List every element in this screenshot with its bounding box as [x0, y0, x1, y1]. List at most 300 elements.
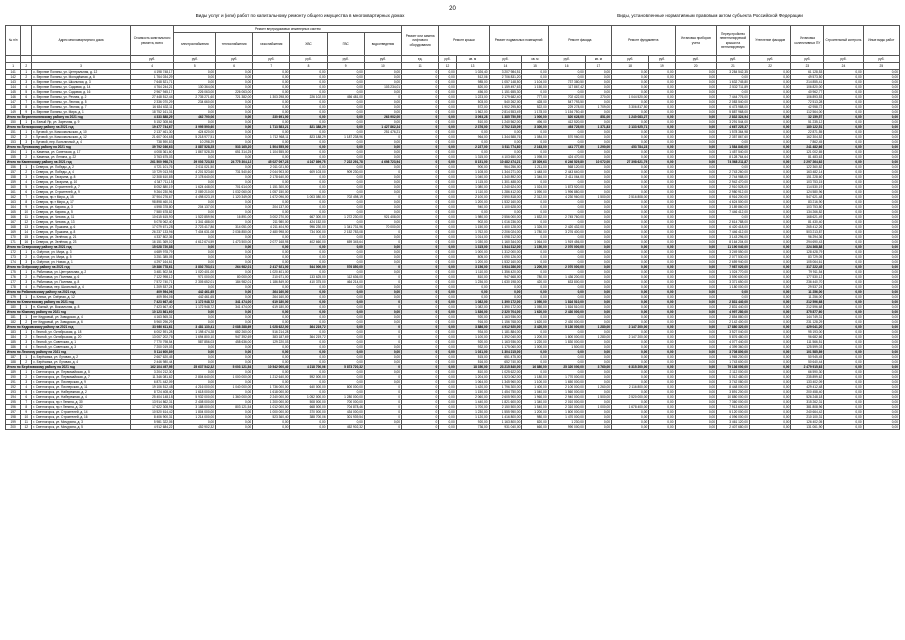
value-cell: 0,00: [548, 140, 585, 145]
value-cell: 0,00: [612, 345, 649, 350]
row-sub-number: 2: [21, 255, 32, 260]
value-cell: 0,00: [824, 75, 863, 80]
value-cell: 0,00: [253, 105, 290, 110]
value-cell: 0: [402, 225, 439, 230]
value-cell: 1 200 000,00: [253, 400, 290, 405]
value-cell: 0: [364, 95, 401, 100]
value-cell: 1 260,00: [585, 385, 611, 390]
value-cell: 1 064,00: [456, 380, 489, 385]
row-sub-number: 1: [21, 330, 32, 335]
value-cell: 0,00: [649, 95, 675, 100]
row-sub-number: 16: [21, 240, 32, 245]
value-cell: 0: [402, 75, 439, 80]
value-cell: 0,00: [253, 120, 290, 125]
value-cell: 25 637 542,32: [174, 365, 216, 370]
value-cell: 0,00: [585, 175, 611, 180]
value-cell: 0,00: [824, 340, 863, 345]
value-cell: 0,00: [863, 330, 899, 335]
value-cell: 1 448,00: [522, 170, 548, 175]
value-cell: 0,00: [522, 220, 548, 225]
value-cell: 0,00: [824, 190, 863, 195]
value-cell: 0,00: [612, 390, 649, 395]
value-cell: 0,00: [749, 425, 791, 430]
value-cell: 0,00: [649, 400, 675, 405]
value-cell: 0,00: [216, 220, 253, 225]
value-cell: 3 481 130,41: [174, 325, 216, 330]
row-address: с. Рябиновка, пер. Школьный, д. 4: [32, 285, 130, 290]
value-cell: 388 700,06: [290, 415, 327, 420]
value-cell: 1 540,00: [522, 405, 548, 410]
value-cell: 0,00: [863, 90, 899, 95]
value-cell: 0,00: [585, 230, 611, 235]
district-total-label: Итого по Озёрскому району на 2021 год: [6, 265, 131, 270]
value-cell: 0,00: [327, 190, 364, 195]
value-cell: 0,00: [675, 325, 717, 330]
value-cell: 0,00: [675, 255, 717, 260]
value-cell: 0,00: [749, 215, 791, 220]
value-cell: 0,00: [749, 365, 791, 370]
value-cell: 0,00: [585, 345, 611, 350]
value-cell: 0,00: [649, 225, 675, 230]
value-cell: 0,00: [675, 170, 717, 175]
value-cell: 0,00: [456, 295, 489, 300]
value-cell: 0,00: [439, 265, 457, 270]
value-cell: 2 100,00: [456, 195, 489, 200]
row-number: 194: [6, 395, 21, 400]
row-number: 167: [6, 220, 21, 225]
district-total-label: Итого по Южному району на 2021 год: [6, 310, 131, 315]
value-cell: 0,00: [824, 320, 863, 325]
value-cell: 264 982,01: [216, 265, 253, 270]
value-cell: 0: [402, 230, 439, 235]
value-cell: 0,00: [612, 370, 649, 375]
col-header-meters: Установка приборов учета: [675, 26, 717, 56]
value-cell: 0,00: [439, 270, 457, 275]
value-cell: 2 443 640,00: [548, 170, 585, 175]
value-cell: 1 084,00: [522, 135, 548, 140]
value-cell: 0,00: [717, 75, 750, 80]
value-cell: 0,00: [612, 410, 649, 415]
value-cell: 0,00: [439, 305, 457, 310]
value-cell: 820,00: [522, 420, 548, 425]
value-cell: 0,00: [612, 355, 649, 360]
value-cell: 2 520 000,00: [612, 395, 649, 400]
row-number: 191: [6, 380, 21, 385]
column-index-cell: 11: [402, 63, 439, 70]
value-cell: 4 399 360,00: [717, 345, 750, 350]
value-cell: 0,00: [290, 90, 327, 95]
value-cell: 0: [364, 305, 401, 310]
value-cell: 74 568 211,87: [717, 160, 750, 165]
value-cell: 1 770 000,00: [548, 375, 585, 380]
value-cell: 640 000,00: [290, 385, 327, 390]
value-cell: 0,00: [489, 290, 522, 295]
value-cell: 851,00: [585, 115, 611, 120]
value-cell: 0: [364, 280, 401, 285]
value-cell: 0,00: [290, 295, 327, 300]
value-cell: 0,00: [649, 215, 675, 220]
value-cell: 2 702 315,09: [489, 125, 522, 130]
value-cell: 3 527 040,00: [717, 330, 750, 335]
value-cell: 0,00: [585, 75, 611, 80]
value-cell: 5 012 480,00: [717, 375, 750, 380]
value-cell: 1 544 312,00: [489, 245, 522, 250]
value-cell: 0,00: [863, 140, 899, 145]
value-cell: 1 080,00: [456, 185, 489, 190]
value-cell: 424 470,00: [548, 155, 585, 160]
value-cell: 1 500,00: [585, 395, 611, 400]
value-cell: 0,00: [649, 135, 675, 140]
value-cell: 2 556 000,00: [489, 215, 522, 220]
row-number: 181: [6, 315, 21, 320]
value-cell: 0,00: [439, 210, 457, 215]
value-cell: 1 100,00: [456, 335, 489, 340]
value-cell: 0,00: [675, 340, 717, 345]
row-sub-number: 1: [21, 270, 32, 275]
value-cell: 0,00: [216, 165, 253, 170]
value-cell: 1 562,00: [456, 110, 489, 115]
value-cell: 0,00: [585, 245, 611, 250]
row-number: 179: [6, 295, 21, 300]
value-cell: 0,00: [612, 155, 649, 160]
value-cell: 0,00: [439, 415, 457, 420]
value-cell: 0,00: [675, 355, 717, 360]
value-cell: 0,00: [290, 120, 327, 125]
value-cell: 1 436 200,00: [548, 275, 585, 280]
column-index-cell: 10: [364, 63, 401, 70]
value-cell: 0,00: [612, 420, 649, 425]
value-cell: 1 672 096,00: [253, 195, 290, 200]
value-cell: 261 500 998,74: [130, 160, 174, 165]
value-cell: 0,00: [863, 420, 899, 425]
row-address: с. Верхние Поляны, ул. Садовая, д. 16: [32, 90, 130, 95]
district-total-label: Итого по Кедровскому району на 2021 год: [6, 325, 131, 330]
value-cell: 0,00: [749, 225, 791, 230]
value-cell: 0,00: [439, 340, 457, 345]
value-cell: 823 188,29: [290, 135, 327, 140]
value-cell: 0,00: [863, 290, 899, 295]
value-cell: 0,00: [327, 150, 364, 155]
value-cell: 0: [402, 340, 439, 345]
value-cell: 0,00: [364, 75, 401, 80]
value-cell: 7 580 678,82: [130, 210, 174, 215]
value-cell: 0,00: [585, 270, 611, 275]
value-cell: 0,00: [585, 290, 611, 295]
value-cell: 996 230,00: [290, 225, 327, 230]
value-cell: 0,00: [675, 225, 717, 230]
value-cell: 2 089 210,00: [174, 190, 216, 195]
value-cell: 0,00: [439, 390, 457, 395]
value-cell: 0,00: [548, 260, 585, 265]
value-cell: 0,00: [824, 180, 863, 185]
value-cell: 0,00: [749, 100, 791, 105]
value-cell: 1 163 800,00: [489, 420, 522, 425]
value-cell: 1 209 537,24: [130, 285, 174, 290]
value-cell: 0,00: [824, 315, 863, 320]
value-cell: 17 079 671,28: [130, 225, 174, 230]
value-cell: 0,00: [216, 175, 253, 180]
value-cell: 0,00: [253, 235, 290, 240]
value-cell: 0,00: [675, 220, 717, 225]
value-cell: 652 740,00: [489, 360, 522, 365]
value-cell: 0,00: [824, 350, 863, 355]
value-cell: 0,00: [548, 180, 585, 185]
value-cell: 0,00: [290, 190, 327, 195]
value-cell: 0,00: [824, 125, 863, 130]
row-sub-number: 2: [21, 275, 32, 280]
row-address: г. Луговой, ул. Комсомольская, д. 10: [32, 130, 130, 135]
value-cell: 0,00: [585, 340, 611, 345]
value-cell: 0,00: [749, 180, 791, 185]
value-cell: 1 100 628,00: [489, 205, 522, 210]
row-address: г. Северск, ул. Чехова, д. 11: [32, 215, 130, 220]
value-cell: 0,00: [364, 315, 401, 320]
value-cell: 1 340 892,00: [489, 175, 522, 180]
value-cell: 7 404 631,08: [174, 230, 216, 235]
value-cell: 0,00: [824, 160, 863, 165]
value-cell: 7 770 798,54: [130, 340, 174, 345]
value-cell: 0,00: [863, 225, 899, 230]
value-cell: 1 220,00: [522, 340, 548, 345]
value-cell: 0,00: [174, 180, 216, 185]
value-cell: 0,00: [675, 155, 717, 160]
value-cell: 424 620,00: [174, 130, 216, 135]
value-cell: 0,00: [585, 300, 611, 305]
value-cell: 0,00: [216, 135, 253, 140]
value-cell: 0,00: [749, 230, 791, 235]
value-cell: 0,00: [364, 190, 401, 195]
row-number: 190: [6, 375, 21, 380]
row-address: с. Озёрное, ул. Новая, д. 1: [32, 260, 130, 265]
value-cell: 0: [402, 305, 439, 310]
col-header-foundation: Ремонт фундамента: [612, 26, 675, 56]
value-cell: 0,00: [863, 75, 899, 80]
value-cell: 1 400,00: [522, 385, 548, 390]
value-cell: 236 440,70: [791, 280, 824, 285]
value-cell: 101 585,89: [791, 350, 824, 355]
value-cell: 0,00: [216, 420, 253, 425]
value-cell: 0,00: [675, 190, 717, 195]
value-cell: 0,00: [216, 100, 253, 105]
row-number: 170: [6, 235, 21, 240]
row-sub-number: 1: [21, 295, 32, 300]
value-cell: 0,00: [649, 315, 675, 320]
value-cell: 0,00: [863, 315, 899, 320]
value-cell: 25 320 000,00: [548, 365, 585, 370]
unit-cell: руб.: [130, 56, 174, 63]
row-address: г. Светлогорск, ул. Мичурина, д. 3: [32, 420, 130, 425]
value-cell: 721 382,00: [216, 95, 253, 100]
value-cell: 0,00: [863, 405, 899, 410]
value-cell: 0,00: [824, 240, 863, 245]
value-cell: 0,00: [612, 415, 649, 420]
value-cell: 0,00: [439, 245, 457, 250]
value-cell: 0,00: [439, 260, 457, 265]
value-cell: 0,00: [216, 250, 253, 255]
value-cell: 0: [402, 185, 439, 190]
value-cell: 0,00: [649, 165, 675, 170]
value-cell: 3 590 600,00: [717, 275, 750, 280]
value-cell: 0,00: [585, 70, 611, 75]
value-cell: 1 960,00: [522, 395, 548, 400]
value-cell: 0,00: [585, 255, 611, 260]
value-cell: 0,00: [327, 140, 364, 145]
value-cell: 0,00: [253, 250, 290, 255]
value-cell: 0,00: [824, 290, 863, 295]
value-cell: 0,00: [612, 320, 649, 325]
value-cell: 0,00: [585, 370, 611, 375]
value-cell: 0,00: [824, 120, 863, 125]
value-cell: 0,00: [253, 180, 290, 185]
value-cell: 0,00: [675, 380, 717, 385]
value-cell: 2 411 064,00: [548, 175, 585, 180]
value-cell: 1 713 583,21: [253, 125, 290, 130]
value-cell: 0,00: [548, 75, 585, 80]
value-cell: 0,00: [253, 85, 290, 90]
value-cell: 0,00: [749, 410, 791, 415]
value-cell: 0,00: [863, 275, 899, 280]
value-cell: 1 290,00: [585, 145, 611, 150]
value-cell: 916,00: [456, 320, 489, 325]
row-sub-number: 2: [21, 360, 32, 365]
value-cell: 0,00: [649, 145, 675, 150]
value-cell: 234 660,00: [174, 100, 216, 105]
row-address: г. Северск, ул. Пушкина, д. 8: [32, 230, 130, 235]
value-cell: 229 278,00: [548, 105, 585, 110]
value-cell: 0,00: [439, 295, 457, 300]
value-cell: 0: [364, 340, 401, 345]
value-cell: 0,00: [216, 410, 253, 415]
row-number: 176: [6, 275, 21, 280]
value-cell: 512,06: [456, 75, 489, 80]
value-cell: 0,00: [824, 250, 863, 255]
value-cell: 0,00: [290, 370, 327, 375]
value-cell: 0,00: [290, 150, 327, 155]
value-cell: 0,00: [327, 300, 364, 305]
value-cell: 0,00: [585, 210, 611, 215]
value-cell: 0: [364, 300, 401, 305]
value-cell: 0,00: [824, 215, 863, 220]
row-number: 199: [6, 420, 21, 425]
unit-cell: руб.: [675, 56, 717, 63]
value-cell: 10 072,00: [585, 160, 611, 165]
value-cell: 1 030,00: [456, 240, 489, 245]
col-header-num: № п/п: [6, 26, 21, 56]
value-cell: 0,00: [174, 370, 216, 375]
value-cell: 462 790,06: [174, 115, 216, 120]
row-sub-number: 6: [21, 190, 32, 195]
column-index-cell: 19: [649, 63, 675, 70]
value-cell: 0,00: [824, 115, 863, 120]
value-cell: 1 200,00: [522, 335, 548, 340]
value-cell: 0,00: [863, 235, 899, 240]
value-cell: 609 103,00: [290, 170, 327, 175]
value-cell: 1 200,00: [456, 260, 489, 265]
value-cell: 0,00: [749, 400, 791, 405]
value-cell: 0,00: [612, 300, 649, 305]
value-cell: 947 668,00: [489, 275, 522, 280]
value-cell: 0,00: [439, 355, 457, 360]
value-cell: 19 106 512,48: [130, 385, 174, 390]
value-cell: 0,00: [364, 420, 401, 425]
value-cell: 0,00: [649, 355, 675, 360]
value-cell: 0,00: [612, 245, 649, 250]
value-cell: 2 446 980,44: [130, 360, 174, 365]
value-cell: 0,00: [548, 210, 585, 215]
value-cell: 0,00: [675, 300, 717, 305]
value-cell: 0,00: [327, 185, 364, 190]
value-cell: 0,00: [290, 300, 327, 305]
value-cell: 1 031,00: [456, 350, 489, 355]
value-cell: 0,00: [649, 110, 675, 115]
value-cell: 0,00: [824, 95, 863, 100]
value-cell: 1 120,00: [456, 415, 489, 420]
value-cell: 0,00: [439, 205, 457, 210]
value-cell: 0,00: [522, 255, 548, 260]
row-number: 143: [6, 80, 21, 85]
value-cell: 11 256,00: [791, 290, 824, 295]
value-cell: 0: [402, 410, 439, 415]
value-cell: 0,00: [675, 250, 717, 255]
value-cell: 0: [402, 395, 439, 400]
value-cell: 11 346 081,62: [130, 375, 174, 380]
row-sub-number: 3: [21, 140, 32, 145]
value-cell: 1 312 000,00: [489, 250, 522, 255]
value-cell: 1 821 600,00: [489, 400, 522, 405]
value-cell: 0,00: [675, 370, 717, 375]
value-cell: 0,00: [863, 100, 899, 105]
value-cell: 0,00: [863, 145, 899, 150]
value-cell: 0,00: [649, 300, 675, 305]
value-cell: 4 667 225,37: [717, 125, 750, 130]
value-cell: 0,00: [327, 100, 364, 105]
row-sub-number: 5: [21, 185, 32, 190]
value-cell: 0,00: [612, 340, 649, 345]
value-cell: 381 808,96: [791, 405, 824, 410]
value-cell: 0,00: [612, 330, 649, 335]
value-cell: 4 297 164,61: [130, 260, 174, 265]
row-address: г. Северск, ул. Чехова, д. 13: [32, 220, 130, 225]
row-number: 159: [6, 180, 21, 185]
value-cell: 0,00: [456, 285, 489, 290]
value-cell: 0,00: [824, 420, 863, 425]
value-cell: 0,00: [824, 185, 863, 190]
value-cell: 1 804 000,00: [174, 410, 216, 415]
value-cell: 1 024 770,00: [717, 270, 750, 275]
value-cell: 103 753,80: [791, 205, 824, 210]
value-cell: 0: [402, 220, 439, 225]
value-cell: 0,00: [439, 350, 457, 355]
value-cell: 2 854 880,00: [717, 315, 750, 320]
value-cell: 0,00: [364, 235, 401, 240]
value-cell: 0,00: [612, 120, 649, 125]
value-cell: 6 473 988,00: [717, 105, 750, 110]
value-cell: 4 721 101,76: [130, 165, 174, 170]
value-cell: 2 336 070,29: [130, 100, 174, 105]
value-cell: 83 216,90: [791, 200, 824, 205]
value-cell: 0,00: [253, 140, 290, 145]
value-cell: 2 408 000,00: [174, 400, 216, 405]
value-cell: 0,00: [364, 145, 401, 150]
value-cell: 1 473 500,00: [216, 240, 253, 245]
value-cell: 0,00: [824, 395, 863, 400]
value-cell: 0,00: [612, 225, 649, 230]
row-address: г. Северск, пр-т Мира, д. 15: [32, 195, 130, 200]
column-index-cell: 6: [216, 63, 253, 70]
value-cell: 1 624 448,00: [174, 185, 216, 190]
value-cell: 0,00: [717, 165, 750, 170]
value-cell: 1 240 562,00: [489, 120, 522, 125]
